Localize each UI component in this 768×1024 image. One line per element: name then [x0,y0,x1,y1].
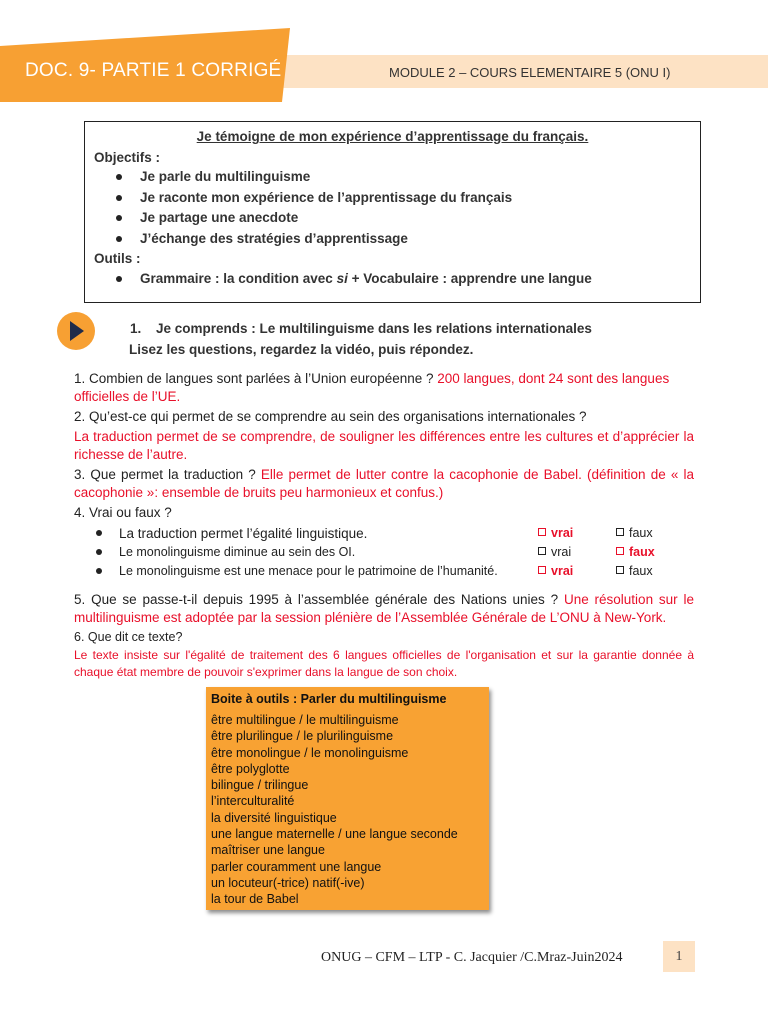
checkbox-icon [538,566,546,574]
tf-3-false-option[interactable] [616,564,653,578]
objective-item: Je parle du multilinguisme [140,169,311,184]
bullet-icon [96,530,102,536]
question-3-text: 3. Que permet la traduction ? [74,467,256,482]
toolbox-item: bilingue / trilingue [211,778,309,793]
section-number: 1. [130,321,142,336]
footer-credits: ONUG – CFM – LTP - C. Jacquier /C.Mraz-Juin2024 [321,950,623,965]
tf-option-label: vrai [551,545,572,559]
question-1-text: 1. Combien de langues sont parlées à l’Union européenne ? [74,371,434,386]
question-4: 4. Vrai ou faux ? [74,505,172,520]
toolbox-item: parler couramment une langue [211,859,382,874]
answer-3: Elle permet de lutter contre la cacophonie de Babel. (définition de « la cacophonie »: ensemble de bruits peu harmonieux et confus.) [74,467,694,500]
toolbox-list [211,712,458,908]
checkbox-icon [616,547,624,555]
question-6: 6. Que dit ce texte? [74,630,183,644]
tf-option-label: faux [629,564,653,578]
tf-1-false-option[interactable] [616,526,653,540]
answer-1: 200 langues, dont 24 sont des langues officielles de l’UE. [74,371,670,404]
objective-item: Je raconte mon expérience de l’apprentissage du français [140,190,513,205]
question-5 [74,591,694,627]
question-2: 2. Qu’est-ce qui permet de se comprendre au sein des organisations internationales ? [74,409,587,424]
toolbox-item: la diversité linguistique [211,810,337,825]
toolbox-title: Boite à outils : Parler du multilinguisme [211,692,447,706]
tools-label: Outils : [94,251,141,266]
tools-prefix: Grammaire : la condition avec [140,271,333,286]
tf-option-label: faux [629,545,655,559]
question-1 [74,370,694,406]
play-icon[interactable] [70,321,84,341]
tf-1-true-option[interactable] [538,526,573,540]
page-number: 1 [675,949,683,964]
tf-option-label: vrai [551,526,574,540]
tools-italic: si [336,271,348,286]
objective-item: Je partage une anecdote [140,210,299,225]
toolbox-item: un locuteur(-trice) natif(-ive) [211,875,365,890]
section-title: Je comprends : Le multilinguisme dans les relations internationales [156,321,592,336]
tf-statement-1: La traduction permet l’égalité linguistique. [119,526,368,541]
toolbox-item: être polyglotte [211,761,290,776]
toolbox-item: une langue maternelle / une langue seconde [211,827,458,842]
module-label: MODULE 2 – COURS ELEMENTAIRE 5 (ONU I) [389,65,671,80]
checkbox-icon [616,566,624,574]
answer-5: Une résolution sur le multilinguisme est adoptée par la session plénière de l’Assemblée Générale de L’ONU à New-York. [74,592,694,625]
bullet-icon [116,276,122,282]
toolbox-item: être monolingue / le monolinguisme [211,745,409,760]
checkbox-icon [538,547,546,555]
toolbox-item: maîtriser une langue [211,843,325,858]
tf-3-true-option[interactable] [538,564,573,578]
tf-option-label: faux [629,526,653,540]
bullet-icon [96,568,102,574]
document-title: DOC. 9- PARTIE 1 CORRIGÉ [25,60,282,81]
tf-option-label: vrai [551,564,574,578]
bullet-icon [116,174,122,180]
tf-statement-2: Le monolinguisme diminue au sein des OI. [119,545,356,559]
toolbox-item: la tour de Babel [211,892,299,907]
tf-2-false-option[interactable] [616,545,655,559]
tools-item [140,271,592,286]
checkbox-icon [616,528,624,536]
objectives-label: Objectifs : [94,150,161,165]
bullet-icon [96,549,102,555]
bullet-icon [116,215,122,221]
toolbox-item: l’interculturalité [211,794,295,809]
tf-statement-3: Le monolinguisme est une menace pour le patrimoine de l’humanité. [119,564,498,578]
checkbox-icon [538,528,546,536]
answer-6: Le texte insiste sur l'égalité de traitement des 6 langues officielles de l'organisation et sur la garantie donnée à chaque état membre de pouvoir s'exprimer dans la langue de son choix. [74,648,694,679]
bullet-icon [116,236,122,242]
section-instruction: Lisez les questions, regardez la vidéo, puis répondez. [129,342,474,357]
tools-suffix: + Vocabulaire : apprendre une langue [347,271,592,286]
question-5-text: 5. Que se passe-t-il depuis 1995 à l’assemblée générale des Nations unies ? [74,592,559,607]
toolbox-item: être multilingue / le multilinguisme [211,713,399,727]
tf-2-true-option[interactable] [538,545,571,559]
objective-item: J’échange des stratégies d’apprentissage [140,231,408,246]
answer-2: La traduction permet de se comprendre, de souligner les différences entre les cultures et d’apprécier la richesse de l’autre. [74,429,694,462]
bullet-icon [116,195,122,201]
question-3 [74,466,694,502]
objectives-box-title: Je témoigne de mon expérience d’apprentissage du français. [196,129,589,144]
toolbox-item: être plurilingue / le plurilinguisme [211,729,394,744]
